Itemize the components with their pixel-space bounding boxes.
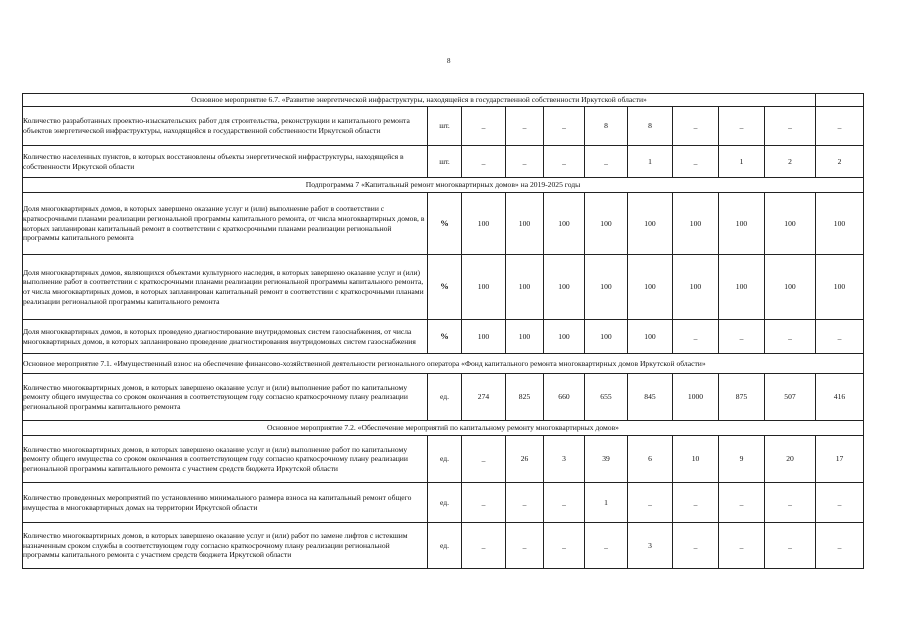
value-cell: _ [673, 107, 719, 146]
value-cell: 100 [673, 255, 719, 320]
value-cell: 100 [585, 193, 628, 255]
value-cell: _ [506, 483, 544, 523]
value-cell: _ [719, 523, 765, 569]
value-cell: 100 [462, 193, 506, 255]
value-cell: 416 [816, 374, 864, 421]
value-cell: _ [506, 146, 544, 178]
value-cell: _ [673, 320, 719, 354]
unit-cell: ед. [428, 523, 462, 569]
value-cell: _ [719, 483, 765, 523]
value-cell: 2 [765, 146, 816, 178]
value-cell: 825 [506, 374, 544, 421]
value-cell: 274 [462, 374, 506, 421]
value-cell: _ [719, 107, 765, 146]
value-cell: 100 [719, 193, 765, 255]
unit-cell: шт. [428, 107, 462, 146]
section-row [23, 354, 864, 374]
table-row [23, 146, 864, 178]
indicator-description: Количество многоквартирных домов, в которых завершено оказание услуг и (или) работ по замене лифтов с истекшим назначенным сроком службы в соответствующем году согласно краткосрочному плану реализации региональной программы капитального ремонта с участием средств бюджета Иркутской области [23, 523, 428, 569]
value-cell: 100 [585, 320, 628, 354]
value-cell: 100 [462, 255, 506, 320]
value-cell: 100 [816, 193, 864, 255]
value-cell: _ [506, 523, 544, 569]
value-cell: 9 [719, 436, 765, 483]
value-cell: 875 [719, 374, 765, 421]
value-cell: _ [816, 107, 864, 146]
value-cell: 3 [544, 436, 585, 483]
value-cell: 100 [506, 320, 544, 354]
value-cell: _ [816, 320, 864, 354]
value-cell: 100 [544, 320, 585, 354]
table-row [23, 255, 864, 320]
value-cell: _ [462, 436, 506, 483]
indicator-description: Доля многоквартирных домов, в которых завершено оказание услуг и (или) выполнение работ в соответствии с краткосрочными планами реализации региональной программы капитального ремонта, от числа многоквартирных домов, в которых запланирован капитальный ремонт в соответствии с краткосрочными планами реализации региональной программы капитального ремонта [23, 193, 428, 255]
indicator-description: Количество населенных пунктов, в которых восстановлены объекты энергетической инфраструктуры, находящейся в собственности Иркутской области [23, 146, 428, 178]
section-title: Подпрограмма 7 «Капитальный ремонт многоквартирных домов» на 2019-2025 годы [23, 178, 864, 193]
value-cell: _ [628, 483, 673, 523]
value-cell: 1 [585, 483, 628, 523]
value-cell: 6 [628, 436, 673, 483]
value-cell: 100 [673, 193, 719, 255]
value-cell: _ [816, 483, 864, 523]
value-cell: _ [673, 523, 719, 569]
unit-cell: % [428, 193, 462, 255]
value-cell: 655 [585, 374, 628, 421]
indicator-description: Доля многоквартирных домов, являющихся объектами культурного наследия, в которых завершено оказание услуг и (или) выполнение работ в соответствии с краткосрочными планами реализации региональной программы капитального ремонта, от числа многоквартирных домов, в которых запланирован капитальный ремонт в соответствии с краткосрочными планами реализации региональной программы капитального ремонта [23, 255, 428, 320]
value-cell: 100 [765, 255, 816, 320]
value-cell: _ [544, 523, 585, 569]
value-cell: _ [585, 146, 628, 178]
unit-cell: ед. [428, 483, 462, 523]
value-cell: _ [816, 523, 864, 569]
unit-cell: ед. [428, 374, 462, 421]
value-cell: 100 [585, 255, 628, 320]
value-cell: 100 [462, 320, 506, 354]
indicator-description: Доля многоквартирных домов, в которых проведено диагностирование внутридомовых систем газоснабжения, от числа многоквартирных домов, в которых запланировано проведение диагностирования внутридомовых систем газоснабжения [23, 320, 428, 354]
indicators-table [22, 93, 864, 569]
value-cell: 1000 [673, 374, 719, 421]
value-cell: 26 [506, 436, 544, 483]
section-title: Основное мероприятие 7.1. «Имущественный взнос на обеспечение финансово-хозяйственной деятельности регионального оператора «Фонд капитального ремонта многоквартирных домов Иркутской области» [23, 354, 864, 374]
empty-cell [816, 94, 864, 107]
section-row [23, 94, 864, 107]
value-cell: _ [765, 107, 816, 146]
value-cell: 100 [628, 193, 673, 255]
table-row [23, 436, 864, 483]
section-row [23, 421, 864, 436]
value-cell: _ [544, 146, 585, 178]
section-title: Основное мероприятие 7.2. «Обеспечение мероприятий по капитальному ремонту многоквартирных домов» [23, 421, 864, 436]
indicator-description: Количество проведенных мероприятий по установлению минимального размера взноса на капитальный ремонт общего имущества в многоквартирных домах на территории Иркутской области [23, 483, 428, 523]
value-cell: _ [462, 107, 506, 146]
value-cell: 10 [673, 436, 719, 483]
value-cell: 39 [585, 436, 628, 483]
unit-cell: % [428, 255, 462, 320]
value-cell: _ [462, 146, 506, 178]
value-cell: _ [462, 523, 506, 569]
indicator-description: Количество разработанных проектно-изыскательских работ для строительства, реконструкции и капитального ремонта объектов энергетической инфраструктуры, находящейся в государственной собственности Иркутской области [23, 107, 428, 146]
value-cell: 100 [506, 193, 544, 255]
value-cell: 8 [628, 107, 673, 146]
value-cell: 100 [544, 255, 585, 320]
unit-cell: ед. [428, 436, 462, 483]
value-cell: 3 [628, 523, 673, 569]
value-cell: _ [544, 107, 585, 146]
section-title: Основное мероприятие 6.7. «Развитие энергетической инфраструктуры, находящейся в государственной собственности Иркутской области» [23, 94, 816, 107]
value-cell: _ [719, 320, 765, 354]
table-row [23, 193, 864, 255]
value-cell: 100 [765, 193, 816, 255]
value-cell: 20 [765, 436, 816, 483]
value-cell: 17 [816, 436, 864, 483]
value-cell: 660 [544, 374, 585, 421]
section-row [23, 178, 864, 193]
table-body [23, 94, 864, 569]
indicator-description: Количество многоквартирных домов, в которых завершено оказание услуг и (или) выполнение работ по капитальному ремонту общего имущества со сроком окончания в соответствующем году согласно краткосрочному плану реализации региональной программы капитального ремонта [23, 374, 428, 421]
value-cell: 100 [719, 255, 765, 320]
value-cell: 100 [544, 193, 585, 255]
value-cell: _ [673, 483, 719, 523]
value-cell: 1 [719, 146, 765, 178]
table-row [23, 523, 864, 569]
value-cell: 100 [628, 320, 673, 354]
table-row [23, 374, 864, 421]
table-row [23, 107, 864, 146]
value-cell: 2 [816, 146, 864, 178]
value-cell: 507 [765, 374, 816, 421]
value-cell: _ [462, 483, 506, 523]
value-cell: 100 [628, 255, 673, 320]
unit-cell: шт. [428, 146, 462, 178]
value-cell: 1 [628, 146, 673, 178]
value-cell: _ [765, 483, 816, 523]
unit-cell: % [428, 320, 462, 354]
value-cell: _ [506, 107, 544, 146]
value-cell: _ [765, 320, 816, 354]
value-cell: _ [544, 483, 585, 523]
table-row [23, 320, 864, 354]
value-cell: _ [673, 146, 719, 178]
value-cell: 100 [816, 255, 864, 320]
table-row [23, 483, 864, 523]
indicator-description: Количество многоквартирных домов, в которых завершено оказание услуг и (или) выполнение работ по капитальному ремонту общего имущества со сроком окончания в соответствующем году согласно краткосрочному плану реализации региональной программы капитального ремонта с участием средств бюджета Иркутской области [23, 436, 428, 483]
page-number: 8 [447, 57, 451, 65]
value-cell: 8 [585, 107, 628, 146]
value-cell: 100 [506, 255, 544, 320]
value-cell: _ [585, 523, 628, 569]
value-cell: _ [765, 523, 816, 569]
value-cell: 845 [628, 374, 673, 421]
